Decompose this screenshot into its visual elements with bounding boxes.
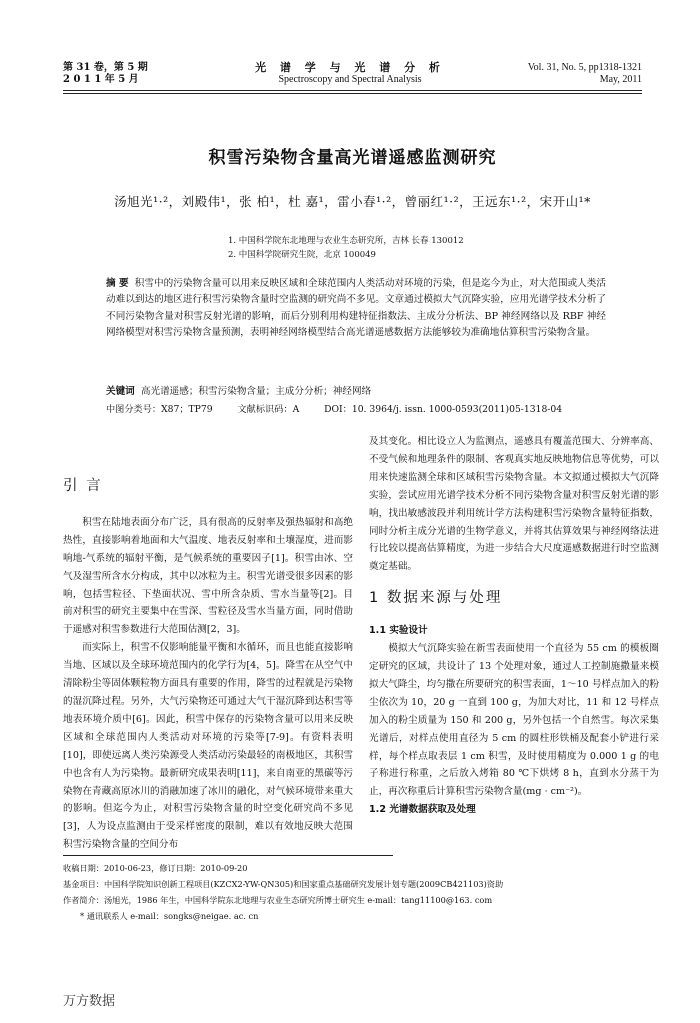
section-1-1-paragraph: 模拟大气沉降实验在新雪表面使用一个直径为 55 cm 的模板圈定研究的区域，共设计了 13 个处理对象，通过人工控制施撒量来模拟大气降尘，均匀撒在所要研究的积雪表面，1～10 号样点加入的粉尘依次为 10，20 g 一直到 100 g，为加大对比，11 和 12 号样点加入的粉尘质量为 150 和 200 g，另外包括一个自然雪。每次采集光谱后，对样点使用直径为 5 cm 的圆柱形铁桶及配套小铲进行采样，每个样点取表层 1 cm 积雪，及时使用精度为 0.000 1 g 的电子称进行称重，之后放入烤箱 80 ℃下烘烤 8 h，直到水分蒸干为止，再次称重后计算积雪污染物含量(mg · cm⁻²)。 bbox=[369, 643, 659, 798]
footnote-received: 收稿日期：2010-06-23，修订日期：2010-09-20 bbox=[63, 863, 248, 873]
date-en: May, 2011 bbox=[599, 74, 642, 85]
header-center bbox=[200, 62, 500, 86]
abstract-text: 积雪中的污染物含量可以用来反映区域和全球范围内人类活动对环境的污染，但是迄今为止，对大范围或人类活动难以到达的地区进行积雪污染物含量时空监测的研究尚不多见。文章通过模拟大气沉降实验，应用光谱学技术分析了不同污染物含量对积雪反射光谱的影响，而后分别利用构建特征指数法、主成分分析法、BP 神经网络以及 RBF 神经网络模型对积雪污染物含量预测，表明神经网络模型结合高光谱遥感数据方法能够较为准确地估算积雪污染物含量。 bbox=[106, 278, 607, 338]
intro-heading: 引 言 bbox=[63, 478, 103, 494]
clc-number: 中图分类号：X87；TP79 bbox=[106, 404, 213, 415]
volume-en: Vol. 31, No. 5, pp1318-1321 bbox=[527, 62, 642, 73]
header-left bbox=[63, 62, 203, 86]
footnote-rule bbox=[63, 855, 393, 856]
intro-paragraph-1: 积雪在陆地表面分布广泛，具有很高的反射率及强热辐射和高绝热性，直接影响着地面和大气温度、地表反射率和土壤湿度，进而影响地-气系统的辐射平衡，是气候系统的重要因子[1]。积雪由冰、空气及湿雪所含水分构成，其中以冰粒为主。积雪光谱受很多因素的影响，包括雪粒径、下垫面状况、雪中所含杂质、雪水当量等[2]。目前对积雪的研究主要集中在雪深、雪粒径及雪水当量方面，同时借助于遥感对积雪参数进行大范围估测[2，3]。 bbox=[63, 516, 353, 636]
keywords-text: 高光谱遥感；积雪污染物含量；主成分分析；神经网络 bbox=[140, 386, 372, 397]
doi: DOI：10. 3964/j. issn. 1000-0593(2011)05-1318-04 bbox=[324, 404, 563, 415]
intro-paragraph-3: 及其变化。相比设立人为监测点，遥感具有覆盖范围大、分辨率高、不受气候和地理条件的限制、客观真实地反映地物信息等优势，可以用来快速监测全球和区域积雪污染物含量。本文拟通过模拟大气沉降实验，尝试应用光谱学技术分析不同污染物含量对积雪反射光谱的影响，找出敏感波段并利用统计学方法构建积雪污染物含量特征指数，同时分析主成分光谱的生物学意义，并将其估算效果与神经网络法进行比较以提高估算精度，为进一步结合大尺度遥感数据进行时空监测奠定基础。 bbox=[369, 436, 659, 573]
keywords-label: 关键词 bbox=[106, 386, 135, 397]
footnote-fund: 基金项目：中国科学院知识创新工程项目(KZCX2-YW-QN305)和国家重点基础研究发展计划专题(2009CB421103)资助 bbox=[63, 879, 504, 889]
classification-line bbox=[106, 402, 636, 418]
paper-title: 积雪污染物含量高光谱遥感监测研究 bbox=[208, 148, 497, 168]
abstract bbox=[106, 276, 606, 341]
header-rule bbox=[63, 90, 642, 91]
volume-cn: 第 31 卷，第 5 期 bbox=[63, 62, 148, 73]
affiliation-1: 1. 中国科学院东北地理与农业生态研究所，吉林 长春 130012 bbox=[228, 236, 464, 246]
subsection-1-2-heading: 1.2 光谱数据获取及处理 bbox=[369, 804, 476, 816]
footnote-author-bio: 作者简介：汤旭光，1986 年生，中国科学院东北地理与农业生态研究所博士研究生 e-mail：tang11100@163. com bbox=[63, 895, 493, 905]
header-right bbox=[470, 62, 642, 86]
keywords bbox=[106, 384, 606, 400]
intro-paragraph-2: 而实际上，积雪不仅影响能量平衡和水循环，而且也能直接影响当地、区域以及全球环境范围内的化学行为[4，5]。降雪在从空气中清除粉尘等固体颗粒物方面具有重要的作用，降雪的过程就是污染物的湿沉降过程。另外，大气污染物还可通过大气干湿沉降到达积雪等地表环境介质中[6]。因此，积雪中保存的污染物含量可以用来反映区域和全球范围内人类活动对环境的污染等[7-9]。有资料表明[10]，即使远离人类污染源受人类活动污染最轻的南极地区，其积雪中也含有人为污染物。最新研究成果表明[11]，来自南亚的黑碳等污染物在青藏高原冰川的消融加速了冰川的融化，对气候环境带来重大的影响。但迄今为止，对积雪污染物含量的时空变化研究尚不多见[3]，人为设点监测由于受采样密度的限制，难以有效地反映大范围积雪污染物含量的空间分布 bbox=[63, 642, 353, 851]
right-column bbox=[369, 433, 659, 819]
left-column bbox=[63, 478, 353, 854]
subsection-1-1-heading: 1.1 实验设计 bbox=[369, 625, 428, 637]
journal-title-en: Spectroscopy and Spectral Analysis bbox=[278, 74, 422, 85]
document-code: 文献标识码：A bbox=[237, 404, 300, 415]
abstract-label: 摘 要 bbox=[106, 278, 129, 289]
section-1-heading: 1 数据来源与处理 bbox=[369, 590, 503, 607]
affiliation-2: 2. 中国科学院研究生院，北京 100049 bbox=[228, 250, 376, 260]
author-list: 汤旭光¹·²，刘殿伟¹，张 柏¹，杜 嘉¹，雷小春¹·²，曾丽红¹·²，王远东¹·²，宋开山¹* bbox=[114, 194, 591, 209]
journal-title-cn: 光 谱 学 与 光 谱 分 析 bbox=[255, 61, 445, 74]
watermark: 万方数据 bbox=[63, 994, 116, 1009]
footnote-corresponding: * 通讯联系人 e-mail：songks@neigae. ac. cn bbox=[80, 911, 259, 921]
date-cn: 2 0 1 1 年 5 月 bbox=[63, 74, 139, 85]
header-rule-thin bbox=[63, 93, 642, 94]
